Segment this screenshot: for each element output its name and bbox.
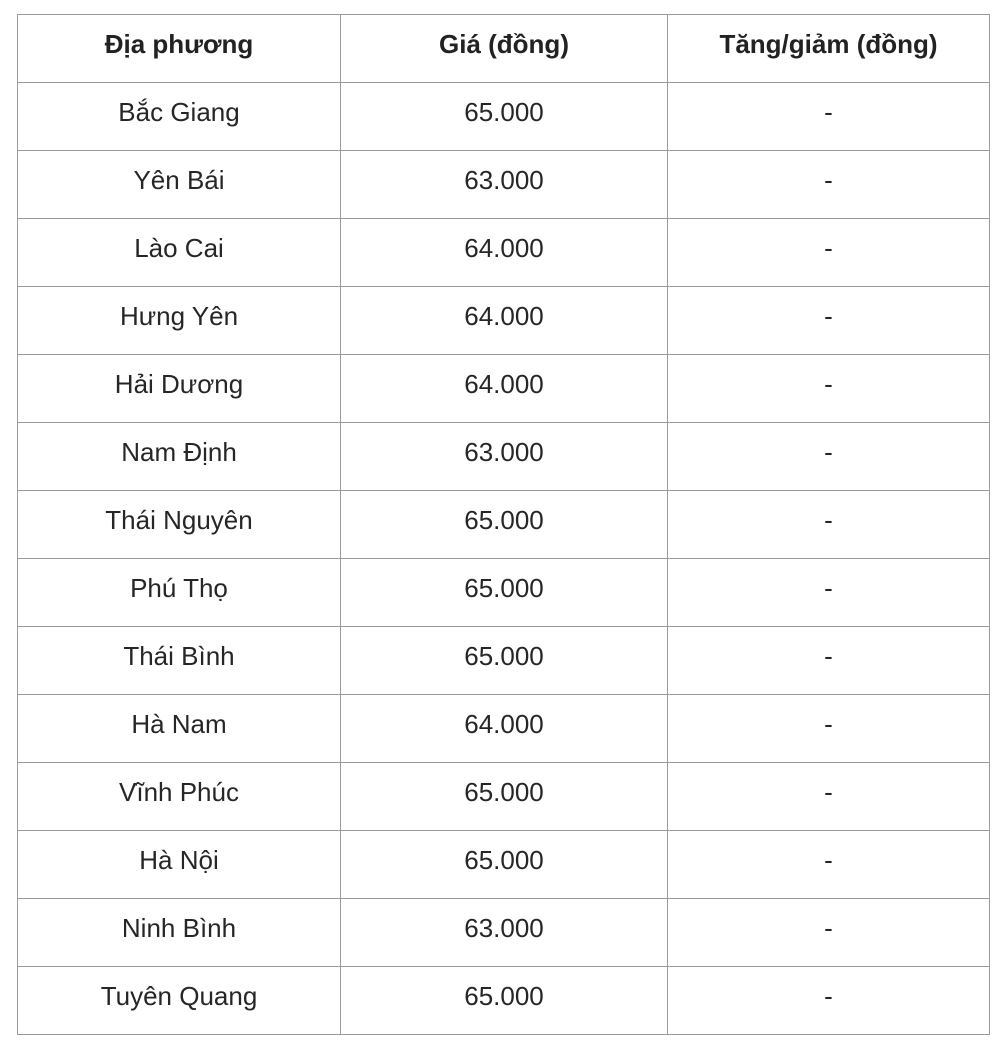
price-table	[17, 14, 990, 1035]
cell-price: 64.000	[341, 355, 668, 423]
cell-change: -	[668, 287, 990, 355]
cell-price: 65.000	[341, 967, 668, 1035]
cell-province: Tuyên Quang	[18, 967, 341, 1035]
cell-change: -	[668, 219, 990, 287]
table-row	[18, 287, 990, 355]
table-row	[18, 627, 990, 695]
table-row	[18, 695, 990, 763]
cell-province: Yên Bái	[18, 151, 341, 219]
table-row	[18, 491, 990, 559]
cell-change: -	[668, 423, 990, 491]
table-row	[18, 899, 990, 967]
cell-province: Phú Thọ	[18, 559, 341, 627]
table-row	[18, 423, 990, 491]
cell-change: -	[668, 627, 990, 695]
cell-change: -	[668, 559, 990, 627]
column-header-price: Giá (đồng)	[341, 15, 668, 83]
cell-province: Hải Dương	[18, 355, 341, 423]
table-header	[18, 15, 990, 83]
table-row	[18, 219, 990, 287]
cell-change: -	[668, 899, 990, 967]
cell-province: Hà Nội	[18, 831, 341, 899]
table-row	[18, 151, 990, 219]
table-row	[18, 763, 990, 831]
cell-change: -	[668, 967, 990, 1035]
cell-price: 64.000	[341, 219, 668, 287]
cell-price: 64.000	[341, 695, 668, 763]
table-body	[18, 83, 990, 1035]
cell-province: Thái Nguyên	[18, 491, 341, 559]
cell-price: 65.000	[341, 83, 668, 151]
cell-province: Hưng Yên	[18, 287, 341, 355]
cell-change: -	[668, 151, 990, 219]
column-header-change: Tăng/giảm (đồng)	[668, 15, 990, 83]
cell-change: -	[668, 491, 990, 559]
table-row	[18, 83, 990, 151]
cell-price: 65.000	[341, 559, 668, 627]
cell-province: Thái Bình	[18, 627, 341, 695]
table-row	[18, 831, 990, 899]
cell-price: 63.000	[341, 151, 668, 219]
cell-price: 65.000	[341, 491, 668, 559]
header-row	[18, 15, 990, 83]
cell-price: 65.000	[341, 763, 668, 831]
cell-price: 65.000	[341, 831, 668, 899]
cell-province: Ninh Bình	[18, 899, 341, 967]
cell-change: -	[668, 831, 990, 899]
cell-change: -	[668, 695, 990, 763]
cell-province: Bắc Giang	[18, 83, 341, 151]
cell-change: -	[668, 355, 990, 423]
cell-change: -	[668, 763, 990, 831]
cell-province: Nam Định	[18, 423, 341, 491]
cell-price: 63.000	[341, 899, 668, 967]
cell-province: Vĩnh Phúc	[18, 763, 341, 831]
cell-price: 64.000	[341, 287, 668, 355]
cell-price: 65.000	[341, 627, 668, 695]
cell-change: -	[668, 83, 990, 151]
column-header-province: Địa phương	[18, 15, 341, 83]
table-row	[18, 559, 990, 627]
cell-province: Hà Nam	[18, 695, 341, 763]
cell-price: 63.000	[341, 423, 668, 491]
cell-province: Lào Cai	[18, 219, 341, 287]
table-row	[18, 967, 990, 1035]
table-row	[18, 355, 990, 423]
